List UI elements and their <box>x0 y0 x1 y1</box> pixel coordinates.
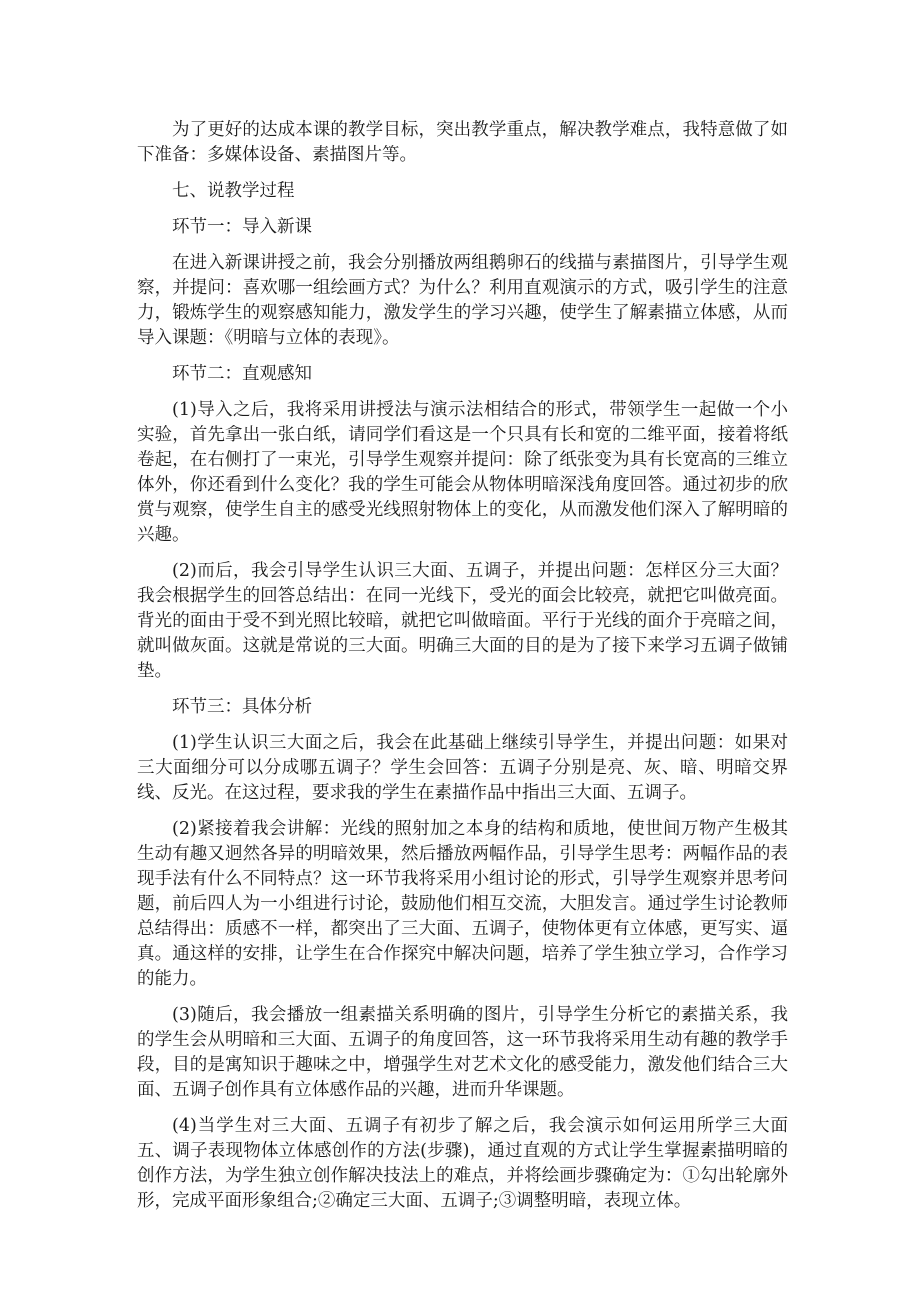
step-heading-2: 环节二：直观感知 <box>172 364 312 384</box>
paragraph-step-3-2: (2)紧接着我会讲解：光线的照射加之本身的结构和质地，使世间万物产生极其生动有趣又迥然各异的明暗效果，然后播放两幅作品，引导学生思考：两幅作品的表现手法有什么不同特点？这一环节我将采用小组讨论的形式，引导学生观察并思考问题，前后四人为一小组进行讨论，鼓励他们相互交流，大胆发言。通过学生讨论教师总结得出：质感不一样，都突出了三大面、五调子，使物体更有立体感，更写实、逼真。通这样的安排，让学生在合作探究中解决问题，培养了学生独立学习，合作学习的能力。 <box>137 819 788 989</box>
paragraph-step-3-4: (4)当学生对三大面、五调子有初步了解之后，我会演示如何运用所学三大面五、调子表现物体立体感创作的方法(步骤)，通过直观的方式让学生掌握素描明暗的创作方法，为学生独立创作解决技法上的难点，并将绘画步骤确定为：①勾出轮廓外形，完成平面形象组合;②确定三大面、五调子;③调整明暗，表现立体。 <box>137 1116 788 1211</box>
step-heading-1: 环节一：导入新课 <box>172 217 312 237</box>
paragraph-step-1: 在进入新课讲授之前，我会分别播放两组鹅卵石的线描与素描图片，引导学生观察，并提问：喜欢哪一组绘画方式？为什么？利用直观演示的方式，吸引学生的注意力，锻炼学生的观察感知能力，激发学生的学习兴趣，使学生了解素描立体感，从而导入课题：《明暗与立体的表现》。 <box>137 253 788 348</box>
document-body <box>137 118 788 1225</box>
paragraph-step-3-1: (1)学生认识三大面之后，我会在此基础上继续引导学生，并提出问题：如果对三大面细分可以分成哪五调子？学生会回答：五调子分别是亮、灰、暗、明暗交界线、反光。在这过程，要求我的学生在素描作品中指出三大面、五调子。 <box>137 733 788 803</box>
paragraph-step-3-3: (3)随后，我会播放一组素描关系明确的图片，引导学生分析它的素描关系，我的学生会从明暗和三大面、五调子的角度回答，这一环节我将采用生动有趣的教学手段，目的是寓知识于趣味之中，增强学生对艺术文化的感受能力，激发他们结合三大面、五调子创作具有立体感作品的兴趣，进而升华课题。 <box>137 1005 788 1100</box>
section-heading-teaching-process: 七、说教学过程 <box>172 181 295 201</box>
step-heading-3: 环节三：具体分析 <box>172 697 312 717</box>
paragraph-preparation: 为了更好的达成本课的教学目标，突出教学重点，解决教学难点，我特意做了如下准备：多媒体设备、素描图片等。 <box>137 120 788 165</box>
paragraph-step-2-1: (1)导入之后，我将采用讲授法与演示法相结合的形式，带领学生一起做一个小实验，首先拿出一张白纸，请同学们看这是一个只具有长和宽的二维平面，接着将纸卷起，在右侧打了一束光，引导学生观察并提问：除了纸张变为具有长宽高的三维立体外，你还看到什么变化？我的学生可能会从物体明暗深浅角度回答。通过初步的欣赏与观察，使学生自主的感受光线照射物体上的变化，从而激发他们深入了解明暗的兴趣。 <box>137 400 788 545</box>
paragraph-step-2-2: (2)而后，我会引导学生认识三大面、五调子，并提出问题：怎样区分三大面？我会根据学生的回答总结出：在同一光线下，受光的面会比较亮，就把它叫做亮面。背光的面由于受不到光照比较暗，就把它叫做暗面。平行于光线的面介于亮暗之间，就叫做灰面。这就是常说的三大面。明确三大面的目的是为了接下来学习五调子做铺垫。 <box>137 561 788 681</box>
